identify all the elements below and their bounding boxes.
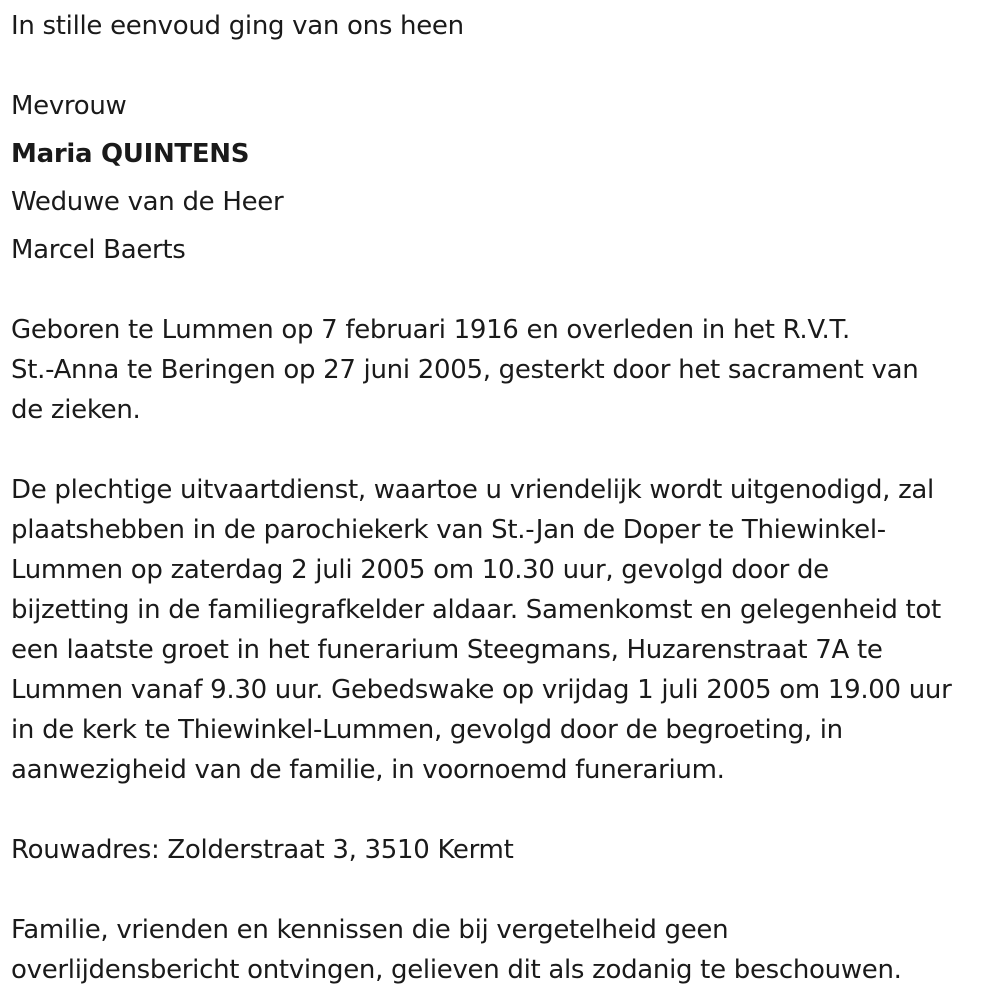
intro-line: In stille eenvoud ging van ons heen [11,11,464,41]
paragraph-line: de zieken. [11,395,141,425]
address-line: Rouwadres: Zolderstraat 3, 3510 Kermt [11,835,514,865]
honorific: Mevrouw [11,91,127,121]
paragraph-line: Familie, vrienden en kennissen die bij vergetelheid geen [11,915,729,945]
paragraph-line: overlijdensbericht ontvingen, gelieven dit als zodanig te beschouwen. [11,955,902,985]
paragraph-line: Geboren te Lummen op 7 februari 1916 en overleden in het R.V.T. [11,315,850,345]
birth-death-paragraph [11,310,996,430]
paragraph-line: een laatste groet in het funerarium Steegmans, Huzarenstraat 7A te [11,635,883,665]
paragraph-line: De plechtige uitvaartdienst, waartoe u vriendelijk wordt uitgenodigd, zal [11,475,934,505]
family-notice-paragraph [11,910,996,990]
paragraph-line: bijzetting in de familiegrafkelder aldaar. Samenkomst en gelegenheid tot [11,595,941,625]
paragraph-line: in de kerk te Thiewinkel-Lummen, gevolgd door de begroeting, in [11,715,843,745]
spouse-name: Marcel Baerts [11,235,186,265]
paragraph-line: plaatshebben in de parochiekerk van St.-Jan de Doper te Thiewinkel- [11,515,886,545]
funeral-service-paragraph [11,470,996,790]
widow-of-line: Weduwe van de Heer [11,187,284,217]
deceased-name: Maria QUINTENS [11,139,250,169]
paragraph-line: St.-Anna te Beringen op 27 juni 2005, gesterkt door het sacrament van [11,355,919,385]
paragraph-line: aanwezigheid van de familie, in voornoemd funerarium. [11,755,725,785]
paragraph-line: Lummen vanaf 9.30 uur. Gebedswake op vrijdag 1 juli 2005 om 19.00 uur [11,675,952,705]
mourning-address [11,830,996,870]
paragraph-line: Lummen op zaterdag 2 juli 2005 om 10.30 uur, gevolgd door de [11,555,829,585]
